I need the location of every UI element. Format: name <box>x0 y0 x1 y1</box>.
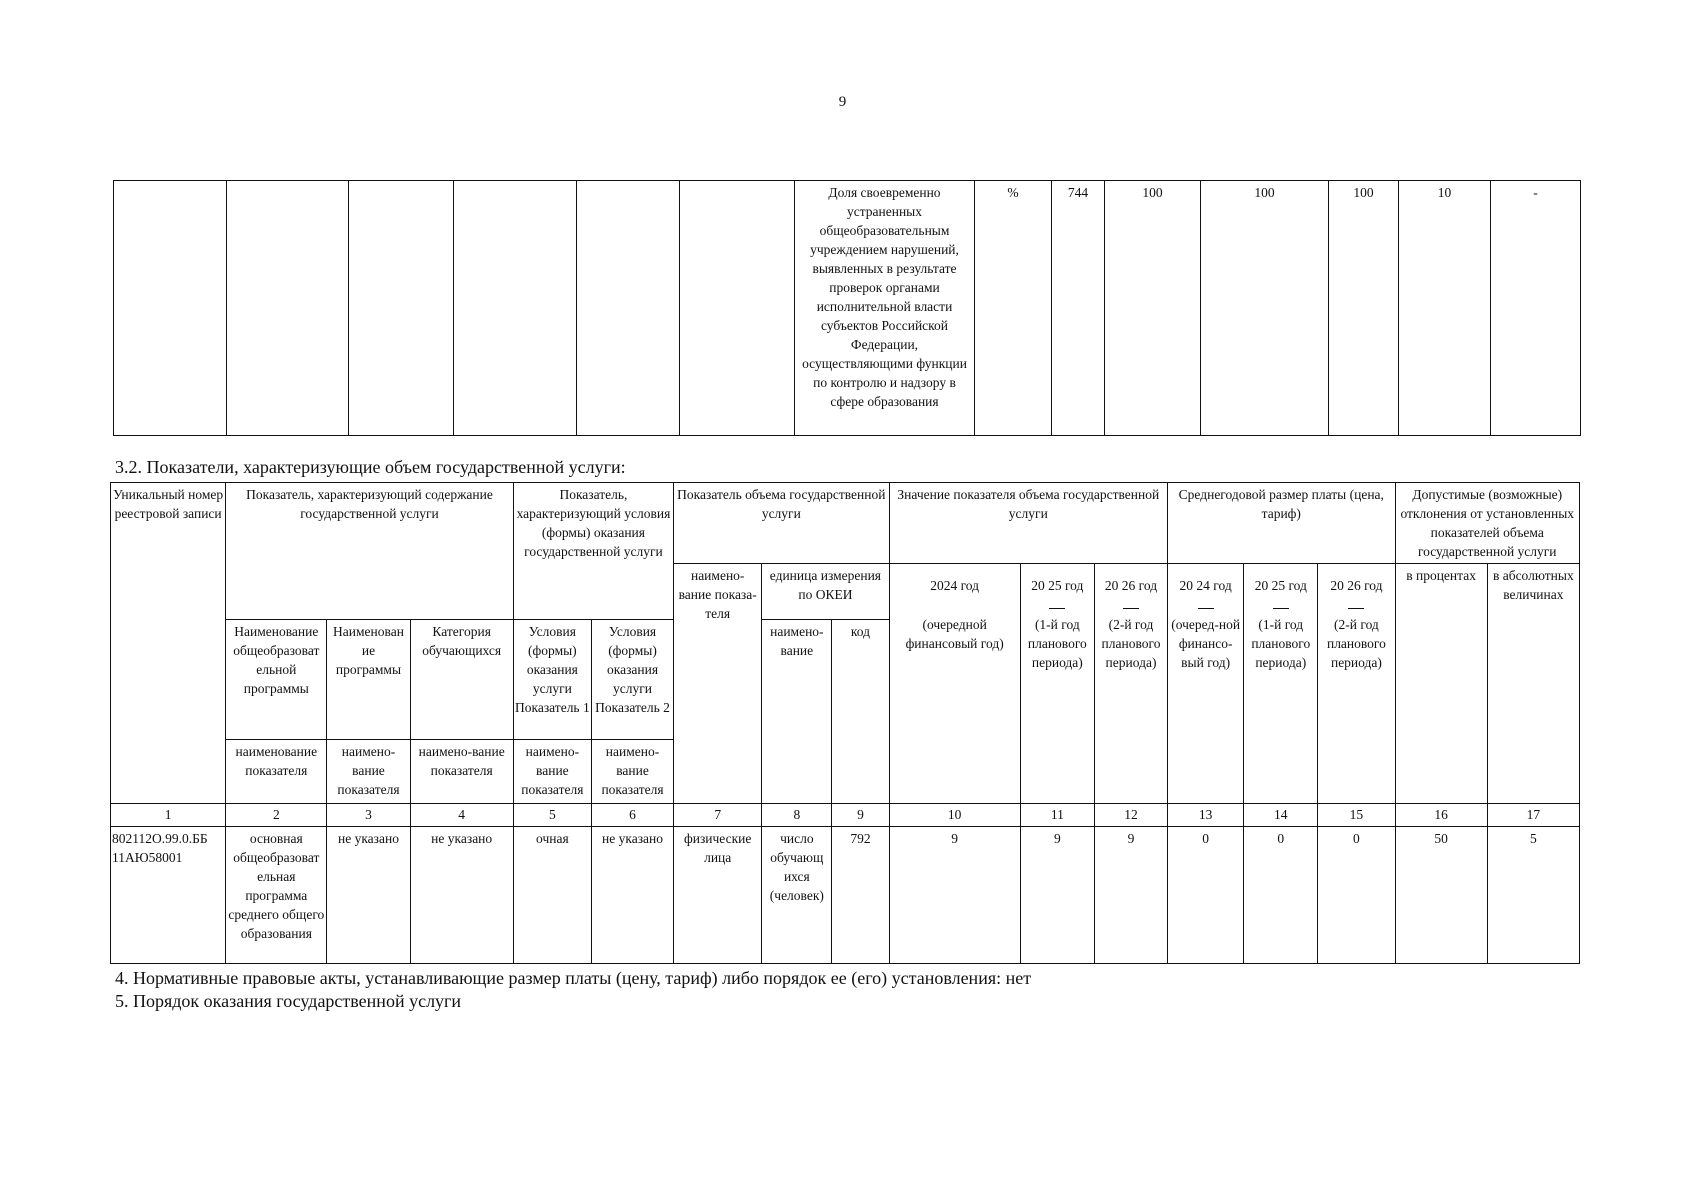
header-year-2026-b: год <box>1138 578 1158 593</box>
column-number-cell: 16 <box>1395 804 1487 827</box>
cell-value-2026: 9 <box>1094 827 1167 964</box>
cell-condition-2: не указано <box>591 827 673 964</box>
header-content-indicator: Показатель, характеризующий содержание государственной услуги <box>226 483 514 620</box>
empty-cell <box>577 181 680 436</box>
header-unit-code: код <box>832 620 889 804</box>
header-indicator-name: наимено-вание показа-теля <box>674 564 762 804</box>
table-row <box>111 827 1580 964</box>
cell-indicator: физические лица <box>674 827 762 964</box>
value-2026-cell: 100 <box>1329 181 1399 436</box>
header-volume-indicator: Показатель объема государственной услуги <box>674 483 889 564</box>
column-number-cell: 4 <box>410 804 513 827</box>
unit-cell: % <box>975 181 1052 436</box>
value-2025-cell: 100 <box>1201 181 1329 436</box>
cell-category: не указано <box>410 827 513 964</box>
cell-registry-number: 802112О.99.0.ББ 11АЮ58001 <box>111 827 226 964</box>
deviation-percent-cell: 10 <box>1399 181 1491 436</box>
header-allowed-deviation: Допустимые (возможные) отклонения от установленных показателей объема государственной услуги <box>1395 483 1580 564</box>
quality-indicators-table-continuation <box>113 180 1581 436</box>
column-number-cell: 13 <box>1168 804 1244 827</box>
header-in-absolute: в абсолютных величинах <box>1487 564 1579 804</box>
header-sub-name-1: наименование показателя <box>226 740 327 804</box>
header-program: Наименован ие программы <box>327 620 410 740</box>
header-sub-name-3: наимено-вание показателя <box>410 740 513 804</box>
cell-value-2024: 9 <box>889 827 1020 964</box>
column-number-cell: 5 <box>513 804 591 827</box>
header-year-2026-a: 20 26 <box>1104 578 1136 593</box>
header-fee-2026 <box>1318 564 1395 804</box>
column-number-cell: 14 <box>1244 804 1318 827</box>
column-number-cell: 1 <box>111 804 226 827</box>
empty-cell <box>680 181 795 436</box>
cell-unit-code: 792 <box>832 827 889 964</box>
header-year-2024 <box>889 564 1020 804</box>
cell-fee-2026: 0 <box>1318 827 1395 964</box>
empty-cell <box>114 181 227 436</box>
volume-indicators-table <box>110 482 1580 964</box>
header-fee-2026-a: 20 26 <box>1330 578 1361 593</box>
header-fee-2025-a: 20 25 <box>1254 578 1286 593</box>
header-year-2024-sub: (очередной финансовый год) <box>905 617 1004 651</box>
column-number-cell: 7 <box>674 804 762 827</box>
header-unit-okei: единица измерения по ОКЕИ <box>762 564 889 620</box>
header-volume-value: Значение показателя объема государственной услуги <box>889 483 1168 564</box>
header-year-2025-b: год <box>1064 578 1084 593</box>
column-number-cell: 10 <box>889 804 1020 827</box>
header-sub-name-5: наимено-вание показателя <box>591 740 673 804</box>
section-5-text: 5. Порядок оказания государственной услуги <box>115 991 462 1011</box>
indicator-name-cell: Доля своевременно устраненных общеобразовательным учреждением нарушений, выявленных в результате проверок органами исполнительной власти субъектов Российской Федерации, осуществляющими функции по контролю и надзору в сфере образования <box>795 181 975 436</box>
cell-fee-2024: 0 <box>1168 827 1244 964</box>
header-fee-2024-sub: (очеред-ной финансо-вый год) <box>1171 617 1241 670</box>
header-fee-2024-a: 20 24 <box>1179 578 1210 593</box>
deviation-absolute-cell: - <box>1491 181 1581 436</box>
header-fee-2024-b: год <box>1213 578 1232 593</box>
header-avg-fee: Среднегодовой размер платы (цена, тариф) <box>1168 483 1395 564</box>
okei-code-cell: 744 <box>1052 181 1105 436</box>
header-year-2026-sub: (2-й год планового периода) <box>1101 617 1161 670</box>
column-number-cell: 9 <box>832 804 889 827</box>
column-number-cell: 12 <box>1094 804 1167 827</box>
section-3-2-title: 3.2. Показатели, характеризующие объем государственной услуги: <box>115 457 626 477</box>
header-fee-2026-sub: (2-й год планового периода) <box>1326 617 1386 670</box>
empty-cell <box>349 181 454 436</box>
cell-unit-name: число обучающ ихся (человек) <box>762 827 832 964</box>
value-2024-cell: 100 <box>1105 181 1201 436</box>
header-fee-2024 <box>1168 564 1244 804</box>
header-student-category: Категория обучающихся <box>410 620 513 740</box>
cell-fee-2025: 0 <box>1244 827 1318 964</box>
empty-cell <box>454 181 577 436</box>
header-fee-2026-b: год <box>1364 578 1383 593</box>
column-number-cell: 17 <box>1487 804 1579 827</box>
header-sub-name-2: наимено-вание показателя <box>327 740 410 804</box>
cell-deviation-percent: 50 <box>1395 827 1487 964</box>
header-fee-2025 <box>1244 564 1318 804</box>
section-4-text: 4. Нормативные правовые акты, устанавливающие размер платы (цену, тариф) либо порядок ее (его) установления: нет <box>115 968 1032 988</box>
header-year-2026 <box>1094 564 1167 804</box>
header-conditions-indicator: Показатель, характеризующий условия (формы) оказания государственной услуги <box>513 483 673 620</box>
column-number-cell: 11 <box>1020 804 1094 827</box>
empty-cell <box>227 181 349 436</box>
cell-value-2025: 9 <box>1020 827 1094 964</box>
header-fee-2025-b: год <box>1288 578 1307 593</box>
header-condition-1: Условия (формы) оказания услуги Показатель 1 <box>513 620 591 740</box>
header-sub-name-4: наимено-вание показателя <box>513 740 591 804</box>
header-program-name: Наименование общеобразоват ельной программы <box>226 620 327 740</box>
page-number: 9 <box>838 94 847 110</box>
header-year-2025-a: 20 25 <box>1031 578 1062 593</box>
column-number-row <box>111 804 1580 827</box>
header-year-2024-label: 2024 год <box>930 578 980 593</box>
column-number-cell: 6 <box>591 804 673 827</box>
header-fee-2025-sub: (1-й год планового периода) <box>1251 617 1311 670</box>
header-year-2025 <box>1020 564 1094 804</box>
column-number-cell: 15 <box>1318 804 1395 827</box>
cell-condition-1: очная <box>513 827 591 964</box>
header-unit-name: наимено-вание <box>762 620 832 804</box>
column-number-cell: 2 <box>226 804 327 827</box>
cell-program: не указано <box>327 827 410 964</box>
cell-program-name: основная общеобразоват ельная программа среднего общего образования <box>226 827 327 964</box>
cell-deviation-absolute: 5 <box>1487 827 1579 964</box>
header-in-percent: в процентах <box>1395 564 1487 804</box>
header-year-2025-sub: (1-й год планового периода) <box>1027 617 1087 670</box>
column-number-cell: 3 <box>327 804 410 827</box>
header-unique-number: Уникальный номер реестровой записи <box>111 483 226 804</box>
header-condition-2: Условия (формы) оказания услуги Показатель 2 <box>591 620 673 740</box>
column-number-cell: 8 <box>762 804 832 827</box>
